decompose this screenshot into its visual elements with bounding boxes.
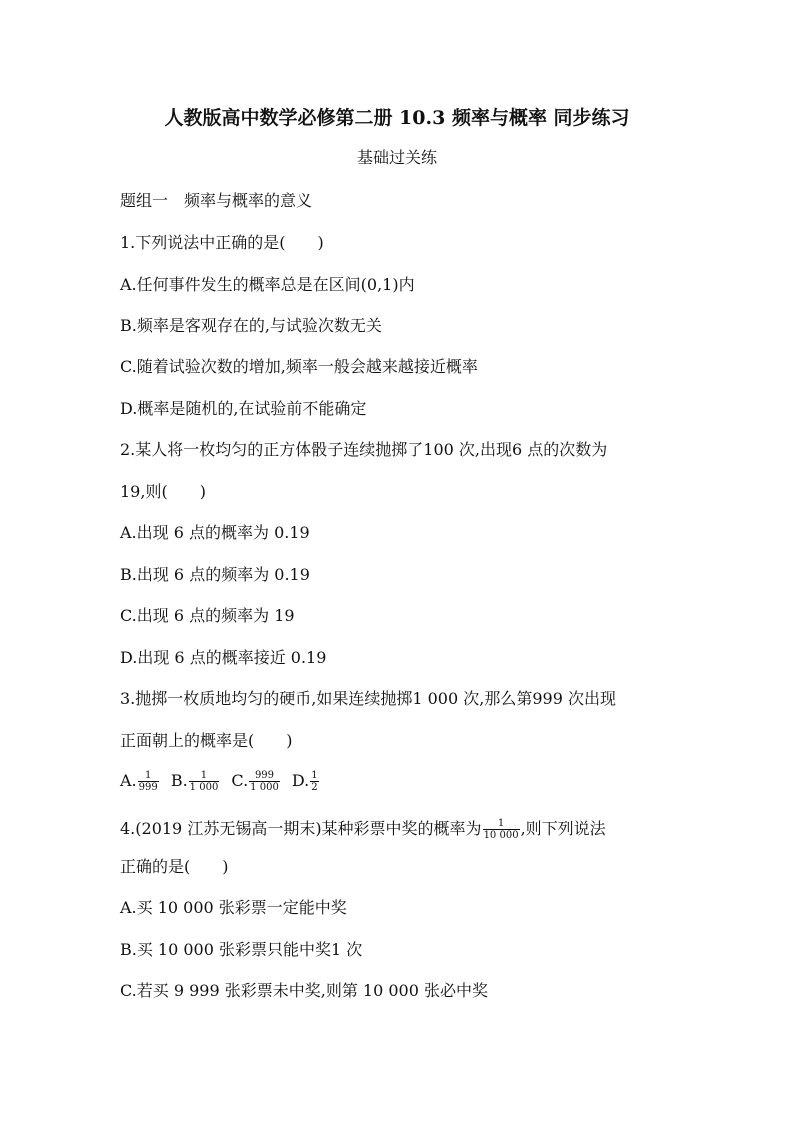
q3-option-a-label: A. [120,771,137,790]
q3-option-c-label: C. [231,771,249,790]
q3-option-d [291,770,320,793]
q3-option-a [120,770,165,793]
q4-fraction-numerator: 1 [497,818,505,829]
q4-option-b: B.买 10 000 张彩票只能中奖1 次 [120,940,363,959]
q3-option-b-denominator: 1 000 [189,782,219,793]
q3-option-c-fraction [249,770,280,793]
q3-option-d-label: D. [291,771,310,790]
q3-option-c-numerator: 999 [254,770,275,781]
q3-option-d-denominator: 2 [311,782,318,793]
q2-option-a: A.出现 6 点的概率为 0.19 [120,523,310,542]
q3-option-b-label: B. [170,771,188,790]
q3-option-c-denominator: 1 000 [250,782,279,793]
q3-option-b [170,770,226,793]
q4-probability-fraction [483,818,520,841]
q1-option-b: B.频率是客观存在的,与试验次数无关 [120,316,382,335]
q3-option-b-numerator: 1 [200,770,208,781]
q4-stem-post: ,则下列说法 [520,819,606,838]
q3-option-d-fraction [310,770,318,793]
q3-option-d-numerator: 1 [311,770,318,781]
q1-option-c: C.随着试验次数的增加,频率一般会越来越接近概率 [120,357,478,376]
q2-option-d: D.出现 6 点的概率接近 0.19 [120,648,327,667]
q3-option-a-numerator: 1 [145,770,152,781]
q4-option-a: A.买 10 000 张彩票一定能中奖 [120,898,347,917]
q3-stem-line1: 3.抛掷一枚质地均匀的硬币,如果连续抛掷1 000 次,那么第999 次出现 [120,689,616,708]
q4-stem-line1 [120,812,606,846]
q4-fraction-denominator: 10 000 [483,830,519,841]
section-heading: 题组一 频率与概率的意义 [120,191,313,210]
q2-option-b: B.出现 6 点的频率为 0.19 [120,565,310,584]
q1-option-d: D.概率是随机的,在试验前不能确定 [120,399,367,418]
page-subtitle: 基础过关练 [356,148,437,167]
q3-options [120,764,326,798]
q4-stem-line2: 正确的是( ) [120,857,229,876]
q3-option-b-fraction [189,770,220,793]
q3-option-a-fraction [138,770,159,793]
q3-stem-line2: 正面朝上的概率是( ) [120,731,293,750]
q3-option-c [231,770,286,793]
q3-option-a-denominator: 999 [138,782,158,793]
q1-stem: 1.下列说法中正确的是( ) [120,233,324,252]
q4-stem-pre: 4.(2019 江苏无锡高一期末)某种彩票中奖的概率为 [120,819,482,838]
q4-option-c: C.若买 9 999 张彩票未中奖,则第 10 000 张必中奖 [120,981,488,1000]
q2-stem-line2: 19,则( ) [120,482,206,501]
q2-option-c: C.出现 6 点的频率为 19 [120,606,295,625]
q2-stem-line1: 2.某人将一枚均匀的正方体骰子连续抛掷了100 次,出现6 点的次数为 [120,440,608,459]
q1-option-a: A.任何事件发生的概率总是在区间(0,1)内 [120,275,415,294]
page-title: 人教版高中数学必修第二册 10.3 频率与概率 同步练习 [164,107,630,129]
